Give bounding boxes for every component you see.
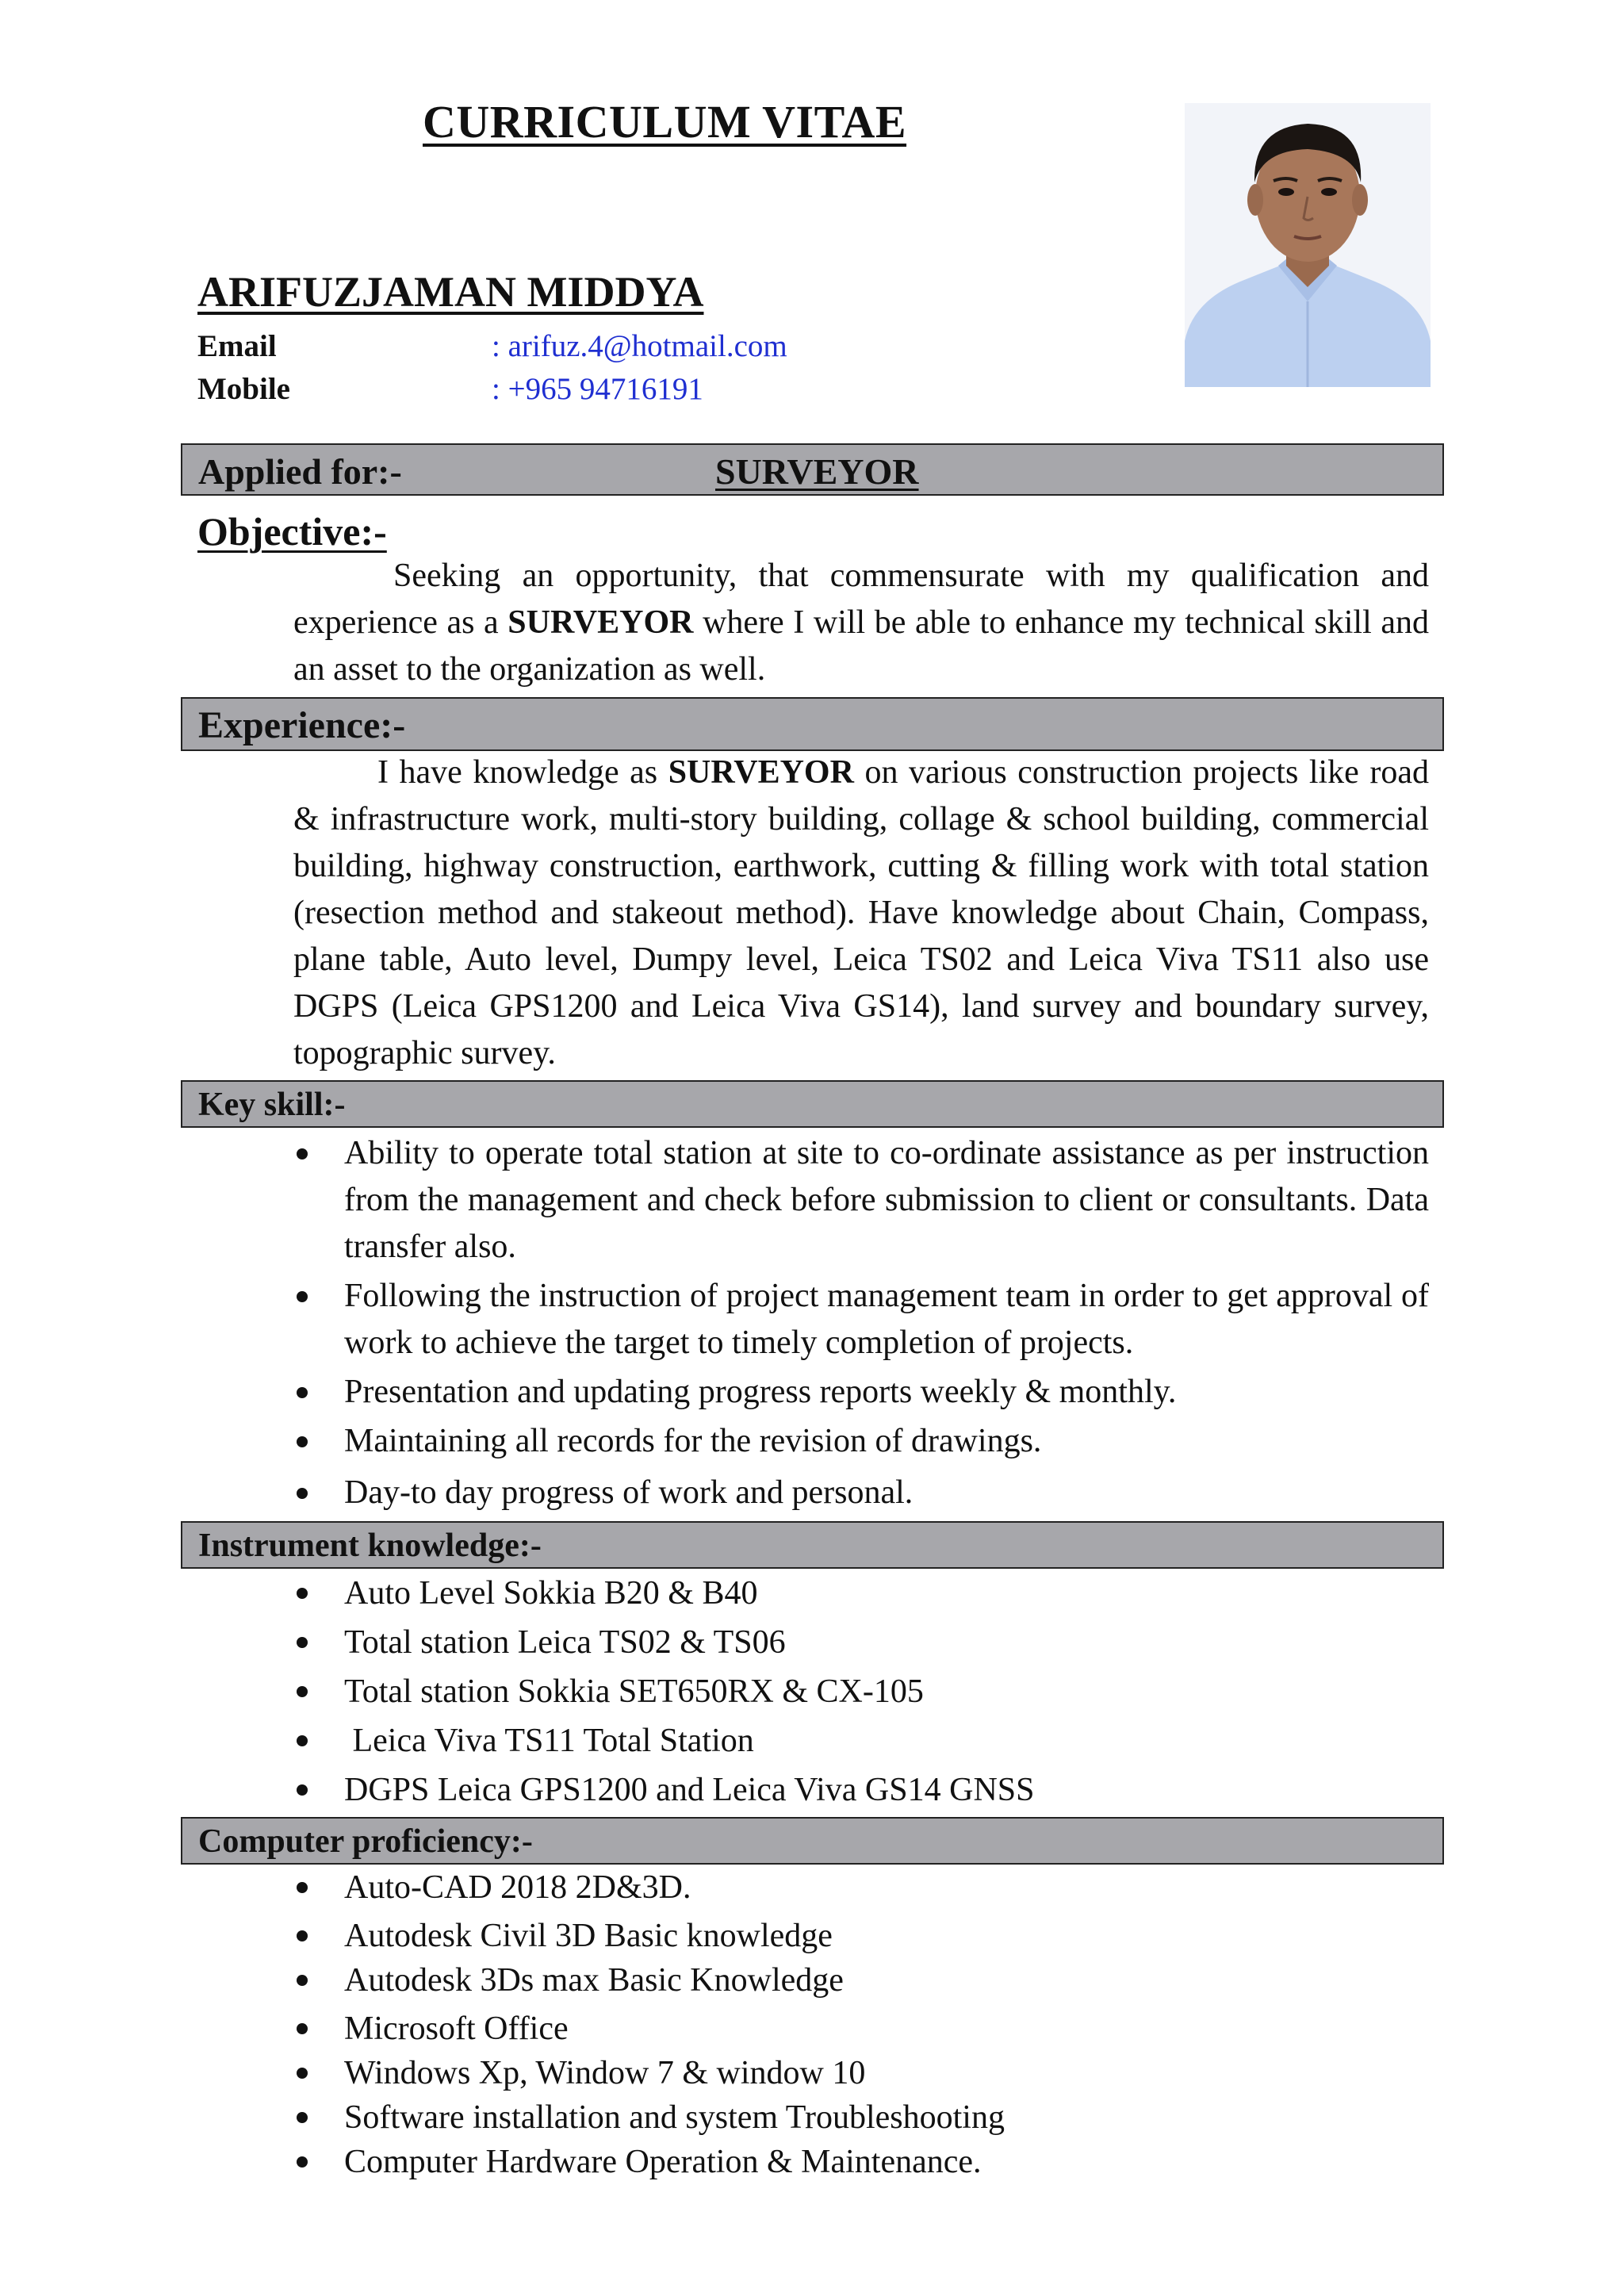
applied-position: SURVEYOR: [715, 451, 919, 492]
key-skill-bar: [181, 1080, 1444, 1128]
list-item: Presentation and updating progress reports weekly & monthly.: [293, 1369, 1429, 1416]
email-label: Email: [197, 329, 277, 363]
list-item: Autodesk 3Ds max Basic Knowledge: [293, 1958, 1429, 2003]
applied-for-label: Applied for:-: [198, 451, 402, 492]
experience-heading: Experience:-: [198, 704, 406, 746]
experience-text-2: on various construction projects like road & infrastructure work, multi-story building, collage & school building, commercial building, highway construction, earthwork, cutting & filling work with total station (resection method and stakeout method). Have knowledge about Chain, Compass, plane table, Auto level, Dumpy level, Leica TS02 and Leica Viva TS11 also use DGPS (Leica GPS1200 and Leica Viva GS14), land survey and boundary survey, topographic survey.: [293, 754, 1429, 1071]
key-skill-heading: Key skill:-: [198, 1087, 346, 1123]
objective-text-1: Seeking an opportunity, that commensurate with my qualification and experience as a: [293, 558, 1429, 641]
mobile-value: : +965 94716191: [492, 372, 703, 406]
list-item: Auto-CAD 2018 2D&3D.: [293, 1865, 1429, 1910]
mobile-label: Mobile: [197, 372, 290, 406]
list-item: Windows Xp, Window 7 & window 10: [293, 2051, 1429, 2095]
list-item: DGPS Leica GPS1200 and Leica Viva GS14 GNSS: [293, 1765, 1429, 1815]
email-link[interactable]: : arifuz.4@hotmail.com: [492, 329, 787, 363]
key-skill-list: [293, 1130, 1429, 1516]
computer-list: [293, 1865, 1429, 2184]
experience-bar: [181, 697, 1444, 751]
list-item: Maintaining all records for the revision of drawings.: [293, 1418, 1429, 1465]
document-title: CURRICULUM VITAE: [423, 96, 907, 148]
objective-text-2: where I will be able to enhance my technical skill and an asset to the organization as well.: [293, 604, 1429, 688]
profile-photo: [1185, 103, 1431, 387]
instrument-heading: Instrument knowledge:-: [198, 1527, 542, 1564]
instrument-bar: [181, 1521, 1444, 1569]
list-item: Autodesk Civil 3D Basic knowledge: [293, 1914, 1429, 1958]
list-item: Following the instruction of project management team in order to get approval of work to achieve the target to timely completion of projects.: [293, 1273, 1429, 1366]
list-item: Total station Sokkia SET650RX & CX-105: [293, 1667, 1429, 1716]
experience-text-1: I have knowledge as: [377, 754, 668, 791]
applied-for-bar: [181, 443, 1444, 496]
objective-text: [293, 553, 1429, 693]
list-item: Microsoft Office: [293, 2007, 1429, 2051]
email-row: [197, 328, 787, 364]
list-item: Computer Hardware Operation & Maintenance.: [293, 2140, 1429, 2184]
list-item: Software installation and system Troubleshooting: [293, 2095, 1429, 2140]
objective-position: SURVEYOR: [508, 604, 694, 641]
instrument-list: [293, 1569, 1429, 1815]
list-item: Total station Leica TS02 & TS06: [293, 1618, 1429, 1667]
experience-position: SURVEYOR: [668, 754, 854, 791]
objective-heading: Objective:-: [197, 509, 387, 554]
experience-text: [293, 749, 1429, 1077]
list-item: Ability to operate total station at site to co-ordinate assistance as per instruction from the management and check before submission to client or consultants. Data transfer also.: [293, 1130, 1429, 1271]
candidate-name: ARIFUZJAMAN MIDDYA: [197, 268, 704, 316]
list-item: Auto Level Sokkia B20 & B40: [293, 1569, 1429, 1618]
list-item: Day-to day progress of work and personal.: [293, 1470, 1429, 1516]
computer-heading: Computer proficiency:-: [198, 1823, 533, 1860]
computer-bar: [181, 1817, 1444, 1865]
mobile-row: [197, 371, 703, 407]
list-item: Leica Viva TS11 Total Station: [293, 1716, 1429, 1765]
